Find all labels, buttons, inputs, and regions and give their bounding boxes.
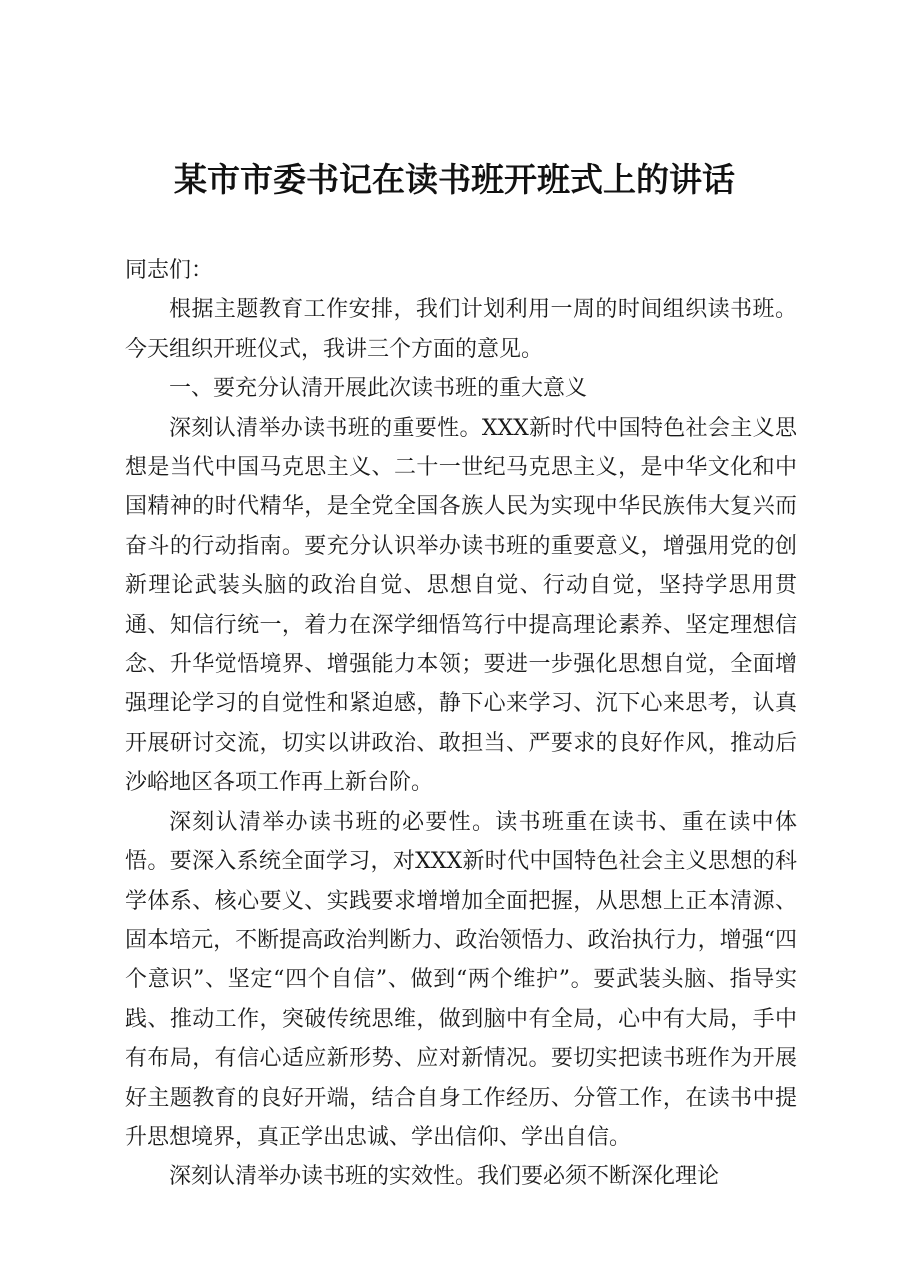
document-title: 某市市委书记在读书班开班式上的讲话 — [174, 160, 735, 199]
paragraph-effectiveness: 深刻认清举办读书班的实效性。我们要必须不断深化理论 — [169, 1164, 720, 1190]
document-body — [125, 251, 797, 1197]
salutation: 同志们： — [125, 258, 214, 283]
paragraph-necessity: 深刻认清举办读书班的必要性。读书班重在读书、重在读中体悟。要深入系统全面学习，对XXX新时代中国特色社会主义思想的科学体系、核心要义、实践要求增增加全面把握，从思想上正本清源、固本培元，不断提高政治判断力、政治领悟力、政治执行力，增强“四个意识”、坚定“四个自信”、做到“两个维护”。要武装头脑、指导实践、推动工作，突破传统思维，做到脑中有全局，心中有大局，手中有布局，有信心适应新形势、应对新情况。要切实把读书班作为开展好主题教育的良好开端，结合自身工作经历、分管工作，在读书中提升思想境界，真正学出忠诚、学出信仰、学出自信。 — [125, 809, 797, 1150]
paragraph-importance: 深刻认清举办读书班的重要性。XXX新时代中国特色社会主义思想是当代中国马克思主义、二十一世纪马克思主义，是中华文化和中国精神的时代精华，是全党全国各族人民为实现中华民族伟大复兴而奋斗的行动指南。要充分认识举办读书班的重要意义，增强用党的创新理论武装头脑的政治自觉、思想自觉、行动自觉，坚持学思用贯通、知信行统一，着力在深学细悟笃行中提高理论素养、坚定理想信念、升华觉悟境界、增强能力本领；要进一步强化思想自觉，全面增强理论学习的自觉性和紧迫感，静下心来学习、沉下心来思考，认真开展研讨交流，切实以讲政治、敢担当、严要求的良好作风，推动后沙峪地区各项工作再上新台阶。 — [125, 415, 797, 796]
section-heading-1: 一、要充分认清开展此次读书班的重大意义 — [169, 376, 588, 402]
paragraph-intro: 根据主题教育工作安排，我们计划利用一周的时间组织读书班。今天组织开班仪式，我讲三个方面的意见。 — [125, 297, 797, 362]
